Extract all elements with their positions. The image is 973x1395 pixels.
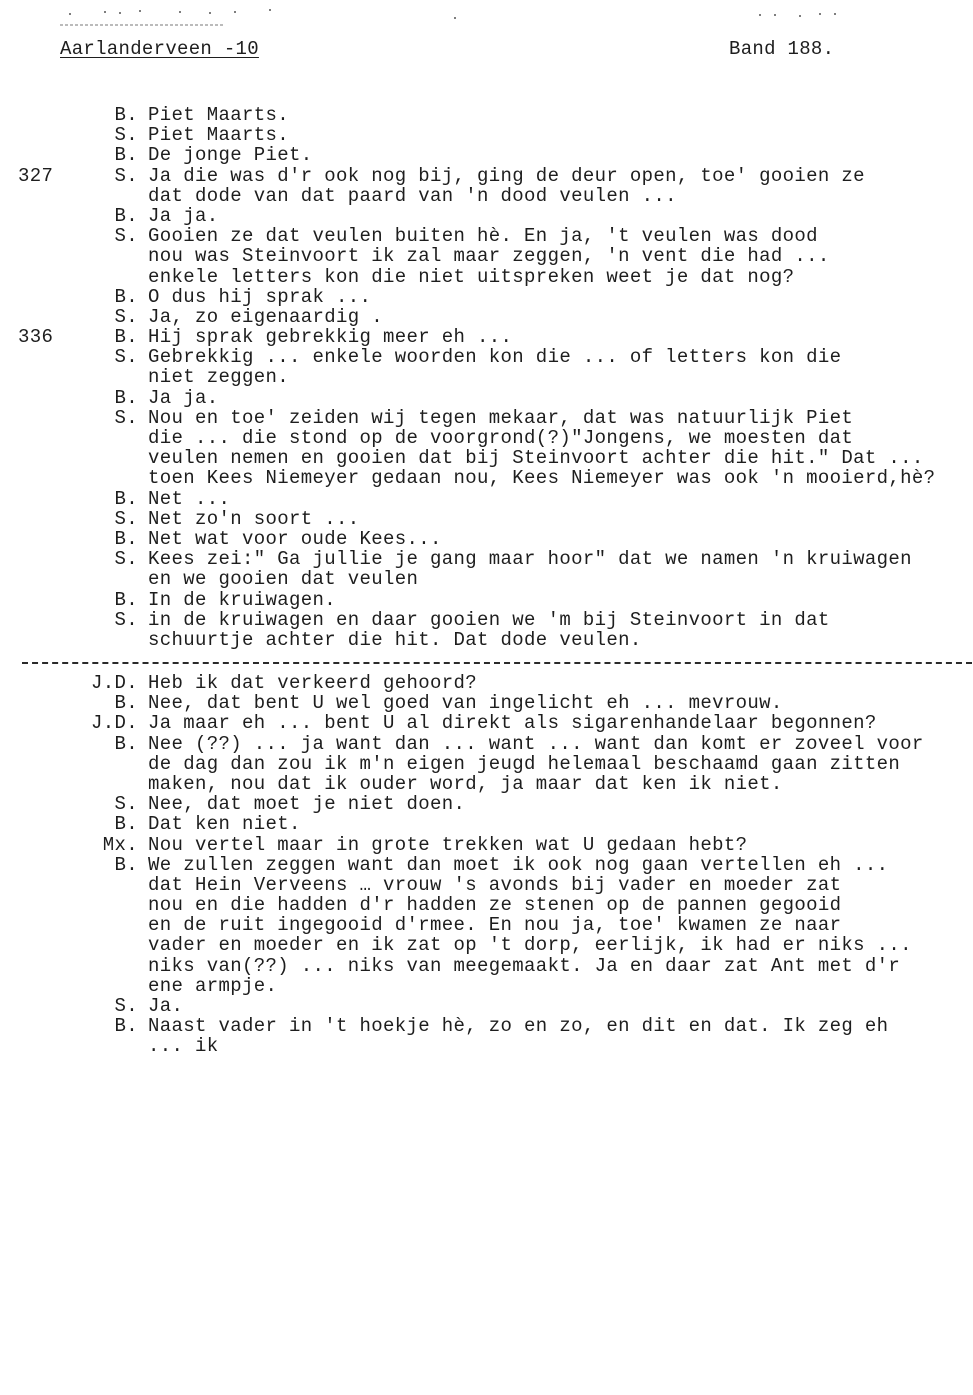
transcript-line bbox=[0, 814, 973, 834]
transcript-line bbox=[0, 1016, 973, 1036]
utterance-text: dat Hein Verveens … vrouw 's avonds bij vader en moeder zat bbox=[148, 873, 842, 896]
utterance-text: in de kruiwagen en daar gooien we 'm bij Steinvoort in dat bbox=[148, 608, 830, 631]
utterance-text: Ja, zo eigenaardig . bbox=[148, 305, 384, 328]
utterance-text: Nou vertel maar in grote trekken wat U gedaan hebt? bbox=[148, 833, 748, 856]
speaker-label: J.D. bbox=[90, 672, 138, 694]
speaker-label: B. bbox=[114, 104, 138, 126]
line-number: 327 bbox=[18, 164, 54, 187]
transcript-line bbox=[0, 489, 973, 509]
utterance-text: Nee, dat moet je niet doen. bbox=[148, 793, 466, 816]
utterance-text: enkele letters kon die niet uitspreken weet je dat nog? bbox=[148, 265, 795, 288]
transcript-line bbox=[0, 267, 973, 287]
transcript-line bbox=[0, 734, 973, 754]
utterance-text: We zullen zeggen want dan moet ik ook nog gaan vertellen eh ... bbox=[148, 853, 889, 876]
speaker-label: B. bbox=[114, 853, 138, 876]
band-number: Band 188. bbox=[729, 38, 835, 60]
transcript-line bbox=[0, 509, 973, 529]
speaker-label: S. bbox=[114, 164, 138, 187]
utterance-text: Kees zei:" Ga jullie je gang maar hoor" dat we namen 'n kruiwagen bbox=[148, 548, 912, 571]
utterance-text: nou was Steinvoort ik zal maar zeggen, 'n vent die had ... bbox=[148, 245, 830, 268]
utterance-text: Piet Maarts. bbox=[148, 104, 290, 126]
utterance-text: Net ... bbox=[148, 487, 231, 510]
transcript-line bbox=[0, 388, 973, 408]
speaker-label: S. bbox=[114, 608, 138, 631]
transcript-line bbox=[0, 246, 973, 266]
speaker-label: S. bbox=[114, 406, 138, 429]
transcript-line bbox=[0, 673, 973, 693]
transcript-line bbox=[0, 367, 973, 387]
utterance-text: maken, nou dat ik ouder word, ja maar dat ken ik niet. bbox=[148, 772, 783, 795]
transcript-line bbox=[0, 186, 973, 206]
utterance-text: veulen nemen en gooien dat bij Steinvoort achter die hit." Dat ... bbox=[148, 447, 924, 470]
transcript-line bbox=[0, 754, 973, 774]
transcript-line bbox=[0, 125, 973, 145]
transcript-line bbox=[0, 1036, 973, 1056]
utterance-text: Ja ja. bbox=[148, 204, 219, 227]
transcript-line bbox=[0, 630, 973, 650]
utterance-text: Ja maar eh ... bent U al direkt als sigarenhandelaar begonnen? bbox=[148, 712, 877, 735]
transcript-line bbox=[0, 855, 973, 875]
utterance-text: toen Kees Niemeyer gedaan nou, Kees Niemeyer was ook 'n mooierd,hè? bbox=[148, 467, 936, 490]
transcript-line bbox=[0, 590, 973, 610]
speaker-label: S. bbox=[114, 793, 138, 816]
utterance-text: dat dode van dat paard van 'n dood veulen ... bbox=[148, 184, 677, 207]
utterance-text: Net zo'n soort ... bbox=[148, 507, 360, 530]
transcript-line bbox=[0, 408, 973, 428]
transcript-line bbox=[0, 976, 973, 996]
speaker-label: B. bbox=[114, 813, 138, 836]
utterance-text: Piet Maarts. bbox=[148, 124, 290, 147]
utterance-text: Naast vader in 't hoekje hè, zo en zo, en dit en dat. Ik zeg eh bbox=[148, 1015, 889, 1038]
utterance-text: Nee, dat bent U wel goed van ingelicht eh ... mevrouw. bbox=[148, 692, 783, 715]
speaker-label: B. bbox=[114, 326, 138, 349]
transcript-line bbox=[0, 610, 973, 630]
speaker-label: S. bbox=[114, 507, 138, 530]
utterance-text: ... ik bbox=[148, 1035, 219, 1058]
utterance-text: O dus hij sprak ... bbox=[148, 285, 372, 308]
transcript-line bbox=[0, 105, 973, 125]
speaker-label: B. bbox=[114, 144, 138, 167]
speaker-label: B. bbox=[114, 487, 138, 510]
speaker-label: S. bbox=[114, 548, 138, 571]
transcript-line bbox=[0, 327, 973, 347]
utterance-text: In de kruiwagen. bbox=[148, 588, 337, 611]
transcript-line bbox=[0, 713, 973, 733]
speaker-label: B. bbox=[114, 588, 138, 611]
speaker-label: B. bbox=[114, 692, 138, 715]
transcript-line bbox=[0, 693, 973, 713]
utterance-text: Dat ken niet. bbox=[148, 813, 301, 836]
speaker-label: J.D. bbox=[90, 712, 138, 735]
utterance-text: niks van(??) ... niks van meegemaakt. Ja en daar zat Ant met d'r bbox=[148, 954, 901, 977]
transcript-line bbox=[0, 448, 973, 468]
utterance-text: Gooien ze dat veulen buiten hè. En ja, 't veulen was dood bbox=[148, 225, 818, 248]
transcript-line bbox=[0, 287, 973, 307]
utterance-text: en de ruit ingegooid d'rmee. En nou ja, toe' kwamen ze naar bbox=[148, 914, 842, 937]
transcript-line bbox=[0, 875, 973, 895]
transcript-line bbox=[0, 529, 973, 549]
utterance-text: de dag dan zou ik m'n eigen jeugd helemaal beschaamd gaan zitten bbox=[148, 752, 901, 775]
utterance-text: niet zeggen. bbox=[148, 366, 290, 389]
transcript-part-2 bbox=[0, 673, 973, 1057]
utterance-text: en we gooien dat veulen bbox=[148, 568, 419, 591]
transcript-line bbox=[0, 774, 973, 794]
transcript-line bbox=[0, 915, 973, 935]
scan-specks bbox=[60, 6, 860, 26]
utterance-text: Ja die was d'r ook nog bij, ging de deur open, toe' gooien ze bbox=[148, 164, 865, 187]
utterance-text: vader en moeder en ik zat op 't dorp, eerlijk, ik had er niks ... bbox=[148, 934, 912, 957]
speaker-label: B. bbox=[114, 732, 138, 755]
utterance-text: Net wat voor oude Kees... bbox=[148, 527, 442, 550]
transcript-line bbox=[0, 569, 973, 589]
speaker-label: S. bbox=[114, 124, 138, 147]
transcript-line bbox=[0, 794, 973, 814]
speaker-label: B. bbox=[114, 1015, 138, 1038]
transcript-line bbox=[0, 468, 973, 488]
transcript-line bbox=[0, 935, 973, 955]
transcript-line bbox=[0, 166, 973, 186]
utterance-text: Ja ja. bbox=[148, 386, 219, 409]
transcript-part-1 bbox=[0, 105, 973, 650]
transcript-line bbox=[0, 226, 973, 246]
utterance-text: die ... die stond op de voorgrond(?)"Jongens, we moesten dat bbox=[148, 427, 854, 449]
line-number: 336 bbox=[18, 326, 54, 349]
speaker-label: B. bbox=[114, 285, 138, 308]
transcript-line bbox=[0, 956, 973, 976]
transcript-line bbox=[0, 428, 973, 448]
speaker-label: B. bbox=[114, 204, 138, 227]
utterance-text: ene armpje. bbox=[148, 974, 278, 997]
utterance-text: Heb ik dat verkeerd gehoord? bbox=[148, 672, 478, 694]
speaker-label: Mx. bbox=[102, 833, 138, 856]
utterance-text: Nou en toe' zeiden wij tegen mekaar, dat was natuurlijk Piet bbox=[148, 406, 854, 429]
transcript-line bbox=[0, 549, 973, 569]
transcript-line bbox=[0, 835, 973, 855]
utterance-text: schuurtje achter die hit. Dat dode veulen. bbox=[148, 628, 642, 651]
transcript-line bbox=[0, 347, 973, 367]
speaker-label: B. bbox=[114, 527, 138, 550]
utterance-text: Nee (??) ... ja want dan ... want ... want dan komt er zoveel voor bbox=[148, 732, 924, 755]
utterance-text: De jonge Piet. bbox=[148, 144, 313, 167]
transcript-line bbox=[0, 895, 973, 915]
transcript-line bbox=[0, 996, 973, 1016]
speaker-label: S. bbox=[114, 995, 138, 1017]
speaker-label: B. bbox=[114, 386, 138, 409]
transcript-line bbox=[0, 145, 973, 165]
transcript-line bbox=[0, 307, 973, 327]
page-title: Aarlanderveen -10 bbox=[60, 38, 259, 60]
speaker-label: S. bbox=[114, 346, 138, 369]
speaker-label: S. bbox=[114, 305, 138, 328]
speaker-label: S. bbox=[114, 225, 138, 248]
utterance-text: Ja. bbox=[148, 995, 184, 1017]
section-divider bbox=[22, 662, 972, 664]
utterance-text: nou en die hadden d'r hadden ze stenen op de pannen gegooid bbox=[148, 894, 842, 917]
transcript-line bbox=[0, 206, 973, 226]
utterance-text: Gebrekkig ... enkele woorden kon die ... of letters kon die bbox=[148, 346, 842, 369]
utterance-text: Hij sprak gebrekkig meer eh ... bbox=[148, 326, 513, 349]
